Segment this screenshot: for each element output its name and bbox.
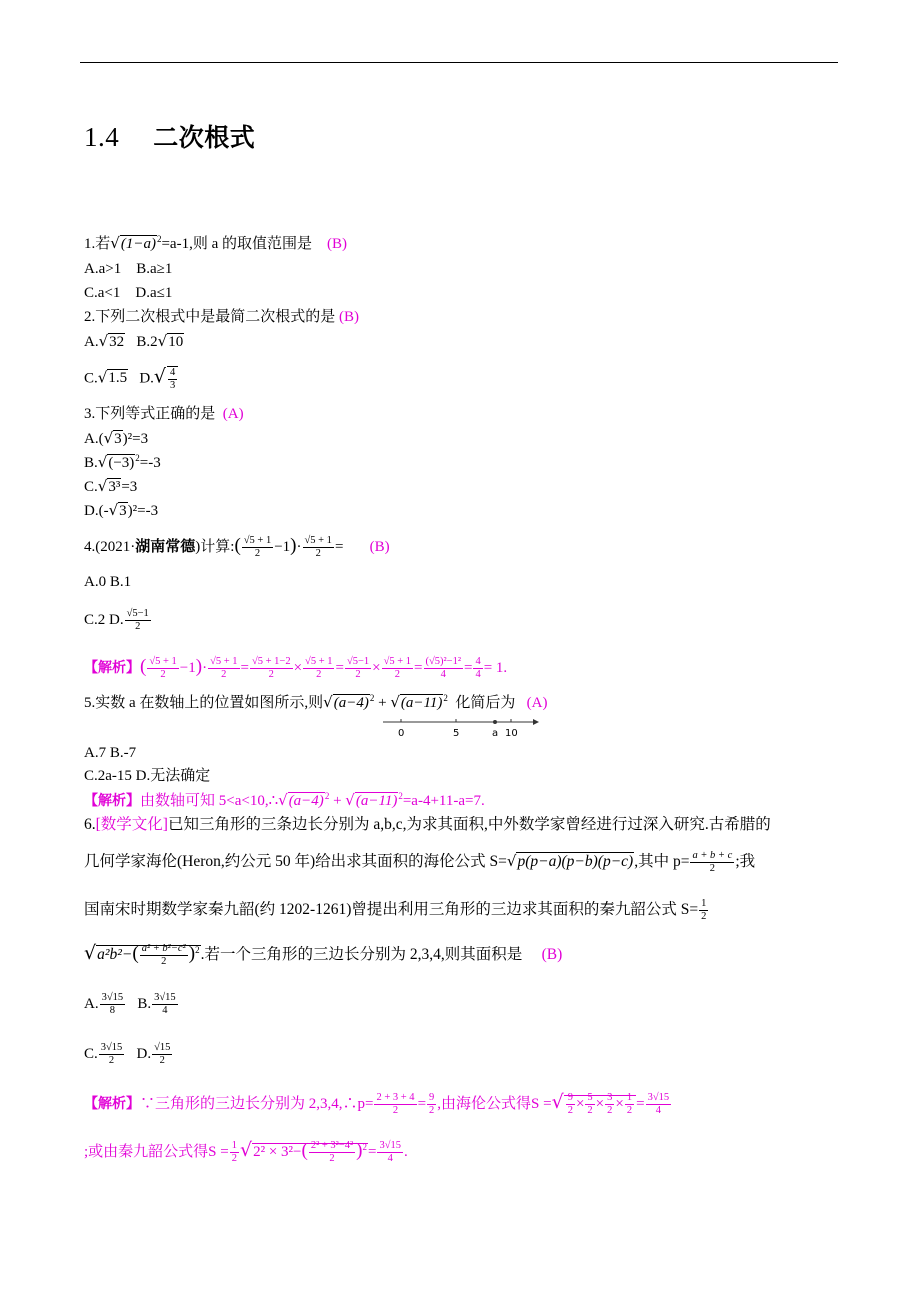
label-0: 0	[398, 728, 405, 739]
number-line-figure	[383, 714, 543, 742]
q6-category-tag: [数学文化]	[95, 816, 168, 833]
section-number: 1.4	[84, 122, 120, 152]
q1-stem: 1.若$√(1-a)^2=a-1$,则 a 的取值范围是 (B)	[84, 234, 347, 252]
q6-line2: 几何学家海伦(Heron,约公元 50 年)给出求其面积的海伦公式 S=√p(p−a)(p−b)(p−c),其中 p= $\frac{a + b + c}{2}$ ;我	[84, 850, 756, 874]
q5-answer: (A)	[526, 695, 548, 711]
q2-answer: (B)	[339, 309, 360, 325]
q2-stem: 2.下列二次根式中是最简二次根式的是 (B)	[84, 309, 360, 325]
q3-option-d: D.(-√3)²=-3	[84, 501, 159, 519]
q3-answer: (A)	[222, 406, 244, 422]
q6-solution-line2: ;或由秦九韶公式得S = $\frac{1}{2}$ √2² × 3²−( $\frac{\text{2² + 3²−4²}}{2}$ )$^2$= $\frac{3√15}{4}$ .	[84, 1139, 408, 1165]
q2-options-ab: A.√32 B.2√10	[84, 332, 184, 350]
q5-stem: 5.实数 a 在数轴上的位置如图所示,则$√(a-4)^2 + √(a-11)^2$ 化简后为 (A)	[84, 693, 548, 711]
q4-answer: (B)	[369, 538, 390, 555]
q4-solution: 【解析】( $\frac{√5 + 1}{2}$ −1)· $\frac{√5 + 1}{2}$ = $\frac{√5 + 1-2}{2}$ × $\frac{√5 + 1}{2}$ = $\frac{√5-1}{2}$ × $\frac{√5 + 1}{2}$ = $\frac{\text{(√5)²−1²}}{4}$ = $\frac{4}{4}$ = 1.	[84, 655, 508, 680]
q6-line1: 6.[数学文化]已知三角形的三条边长分别为 a,b,c,为求其面积,中外数学家曾经进行过深入研究.古希腊的	[84, 816, 771, 833]
header-rule	[80, 62, 838, 63]
q6-options-cd: C. $\frac{3√15}{2}$ D. $\frac{√15}{2}$	[84, 1042, 171, 1066]
label-5: 5	[453, 728, 460, 739]
q1-option-a: A.a>1	[84, 261, 122, 277]
label-10: 10	[505, 728, 518, 739]
q6-line4: √a²b²−( $\frac{\text{a² + b²−c²}}{2}$ )$^2$.若一个三角形的三边长分别为 2,3,4,则其面积是 (B)	[84, 942, 563, 967]
section-title: 二次根式	[153, 123, 256, 152]
q5-solution: 【解析】由数轴可知 $5<a<10,\therefore√(a-4)^2 + √(a-11)^2=a-4+11-a=7$.	[84, 791, 485, 809]
q6-options-ab: A. $\frac{3√15}{8}$ B. $\frac{3√15}{4}$	[84, 992, 176, 1016]
q1-options-ab	[84, 259, 172, 279]
q3-stem: 3.下列等式正确的是 (A)	[84, 406, 244, 422]
q1-answer: (B)	[326, 236, 347, 252]
q3-option-a: A.(√3)²=3	[84, 429, 149, 447]
point-a	[493, 720, 497, 724]
label-a: a	[492, 728, 499, 739]
q1-option-c: C.a<1	[84, 285, 121, 301]
number-line-arrow	[533, 719, 539, 725]
q6-answer: (B)	[541, 946, 563, 964]
q3-option-c: C.√3³=3	[84, 477, 138, 495]
q1-options-cd	[84, 283, 172, 303]
q3-option-b: $B.√(-3)^2=-3$	[84, 453, 161, 471]
page-title	[84, 118, 255, 154]
q6-solution-line1: 【解析】∵三角形的三边长分别为 2,3,4,∴p= $\frac{2 + 3 + 4}{2}$ = $\frac{9}{2}$ ,由海伦公式得S =√ $\frac{9}{2}$ × $\frac{5}{2}$ × $\frac{3}{2}$ × $\frac{1}{2}$ = $\frac{3√15}{4}$	[84, 1091, 670, 1117]
q4-stem: 4.(2021·湖南常德)计算:( $\frac{√5 + 1}{2}$ −1)· $\frac{√5 + 1}{2}$ = (B)	[84, 534, 390, 559]
q1-option-d: D.a≤1	[135, 285, 173, 301]
q5-options-cd: C.2a-15 D.无法确定	[84, 768, 211, 784]
q5-options-ab: A.7 B.-7	[84, 745, 137, 761]
q4-options-ab: A.0 B.1	[84, 574, 132, 590]
q4-options-cd: C.2 D. $\frac{√5-1}{2}$	[84, 608, 149, 632]
q1-option-b: B.a≥1	[136, 261, 173, 277]
q2-options-cd: C.√1.5 D.√ $\frac{4}{3}$	[84, 366, 179, 392]
q6-line3: 国南宋时期数学家秦九韶(约 1202-1261)曾提出利用三角形的三边求其面积的秦九韶公式 S= $\frac{1}{2}$	[84, 898, 707, 922]
